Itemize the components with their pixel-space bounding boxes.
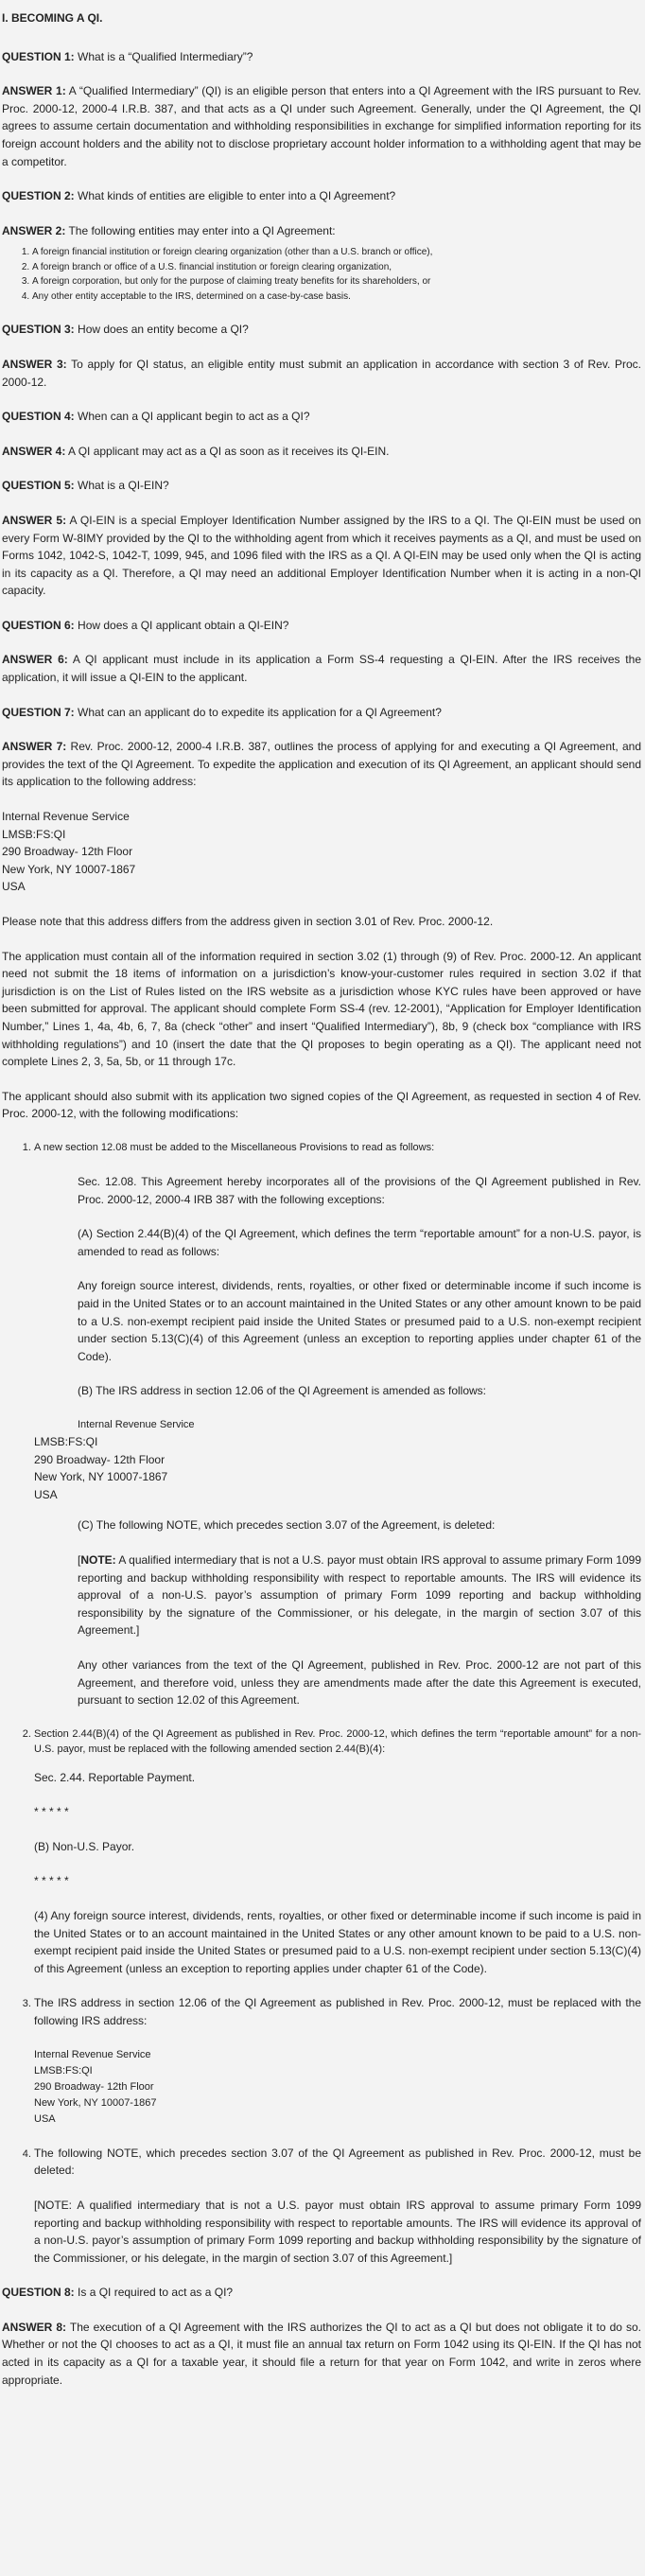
modification-2: [34, 1726, 641, 1978]
question-2: [2, 187, 641, 205]
list-item: 2. A foreign branch or office of a U.S. financial institution or foreign clearing organization,: [32, 260, 641, 275]
signed-copies-paragraph: The applicant should also submit with its application two signed copies of the QI Agreement, as requested in section 4 of Rev. Proc. 2000-12, with the following modifications:: [2, 1089, 641, 1121]
answer-1-text: A “Qualified Intermediary” (QI) is an eligible person that enters into a QI Agreement with the IRS pursuant to Rev. Proc. 2000-12, 2000-4 I.R.B. 387, and that acts as a QI under such Agreement. Generally, under the QI Agreement, the QI agrees to assume certain documentation and withholding responsibilities in exchange for simplified information reporting for its foreign account holders and the ability not to disclose proprietary account holder information to a withholding agent that may be a competitor.: [2, 84, 641, 168]
answer-8-text: The execution of a QI Agreement with the IRS authorizes the QI to act as a QI but does not obligate it to do so. Whether or not the QI chooses to act as a QI, it must file an annual tax return on Form 1042 using its QI-EIN. If the QI has not acted in its capacity as a QI for a taxable year, it should file a return for that year on Form 1042, and write in zeros where appropriate.: [2, 2320, 642, 2387]
address-line: 290 Broadway- 12th Floor: [2, 845, 133, 859]
answer-6: [2, 651, 641, 686]
modification-3: [34, 1994, 641, 2127]
answer-5: [2, 512, 641, 600]
variances-text: Any other variances from the text of the QI Agreement, published in Rev. Proc. 2000-12 are not part of this Agreement, and therefore void, unless they are amendments made after the date this Agreement is executed, pursuant to section 12.02 of this Agreement.: [78, 1657, 641, 1708]
section-2-44-text: (4) Any foreign source interest, dividends, rents, royalties, or other fixed or determinable income if such income is paid in the United States or to an account maintained in the United States or any other amount known to be paid to a U.S. non-exempt recipient paid inside the United States or presumed paid to a U.S. non-exempt recipient under section 5.13(C)(4) of this Agreement (unless an exception to reporting applies under chapter 61 of the Code).: [34, 1908, 641, 1975]
address-line: USA: [2, 880, 26, 894]
answer-3-label: ANSWER 3:: [2, 357, 67, 371]
exception-a-text: Any foreign source interest, dividends, rents, royalties, or other fixed or determinable income if such income is paid in the United States or to an account maintained in the United States or any other amount known to be paid to a U.S. non-exempt recipient paid inside the United States or presumed paid to a U.S. non-exempt recipient under section 5.13(C)(4) of this Agreement (unless an exception to reporting applies under chapter 61 of the Code).: [78, 1279, 641, 1363]
stars-divider: * * * * *: [34, 1874, 69, 1888]
question-1-text: What is a “Qualified Intermediary”?: [74, 49, 253, 63]
question-5-text: What is a QI-EIN?: [74, 479, 169, 493]
question-6: [2, 617, 641, 635]
address-line: New York, NY 10007-1867: [34, 1470, 168, 1484]
question-5: [2, 477, 641, 495]
answer-6-label: ANSWER 6:: [2, 653, 68, 667]
section-2-44: Sec. 2.44. Reportable Payment.: [34, 1770, 196, 1784]
answer-4-label: ANSWER 4:: [2, 444, 66, 458]
question-3-label: QUESTION 3:: [2, 323, 75, 337]
application-paragraph: The application must contain all of the information required in section 3.02 (1) through (9) of Rev. Proc. 2000-12. An applicant need not submit the 18 items of information on a jurisdiction’s know-your-customer rules required in section 3.02 if that jurisdiction is on the List of Rules listed on the IRS website as a jurisdiction whose KYC rules have been approved or have been submitted for approval. The applicant should complete Form SS-4 (rev. 12-2001), “Application for Employer Identification Number,” Lines 1, 4a, 4b, 6, 7, 8a (check “other” and insert “Qualified Intermediary”), 8b, 9 (check box “compliance with IRS withholding regulations”) and 10 (insert the date that the QI proposes to begin operating as a QI). The applicant need not complete Lines 2, 3, 5a, 5b, or 11 through 17c.: [2, 949, 641, 1069]
list-item: 1. A foreign financial institution or foreign clearing organization (other than a U.S. branch or office),: [32, 245, 641, 260]
modifications-list: [2, 1140, 641, 2267]
answer-2: [2, 222, 641, 240]
list-item: 3. A foreign corporation, but only for the purpose of claiming treaty benefits for its shareholders, or: [32, 274, 641, 289]
address-line: New York, NY 10007-1867: [34, 2096, 157, 2109]
exception-b: (B) The IRS address in section 12.06 of the QI Agreement is amended as follows:: [78, 1384, 487, 1398]
address-line: USA: [34, 1487, 58, 1501]
address-line: USA: [34, 2112, 56, 2125]
answer-1-label: ANSWER 1:: [2, 84, 66, 98]
address-line: Internal Revenue Service: [2, 810, 130, 824]
note-label: NOTE:: [80, 1552, 116, 1567]
modification-4-note: [NOTE: A qualified intermediary that is not a U.S. payor must obtain IRS approval to assume primary Form 1099 reporting and backup withholding responsibility with respect to reportable amounts. The IRS will evidence its approval of a non-U.S. payor’s assumption of primary Form 1099 reporting and backup withholding responsibility by the signature of the Commissioner, or his delegate, in the margin of section 3.07 of this Agreement.]: [34, 2198, 641, 2265]
address-line: LMSB:FS:QI: [2, 827, 66, 841]
note-text: A qualified intermediary that is not a U.S. payor must obtain IRS approval to assume primary Form 1099 reporting and backup withholding responsibility with respect to reportable amounts. The IRS will evidence its approval of a non-U.S. payor’s assumption of primary Form 1099 reporting and backup withholding responsibility by the signature of the Commissioner, or his delegate, in the margin of section 3.07 of this Agreement.]: [78, 1552, 641, 1638]
answer-4: [2, 443, 641, 461]
question-5-label: QUESTION 5:: [2, 479, 75, 493]
irs-address: [2, 808, 641, 896]
answer-3: [2, 356, 641, 391]
stars-divider: * * * * *: [34, 1805, 69, 1819]
exception-c: (C) The following NOTE, which precedes section 3.07 of the Agreement, is deleted:: [78, 1518, 496, 1533]
deleted-note: [78, 1551, 641, 1639]
eligible-entities-list: [2, 245, 641, 304]
modification-2-intro: 2. Section 2.44(B)(4) of the QI Agreement as published in Rev. Proc. 2000-12, which defines the term “reportable amount” for a non-U.S. payor, must be replaced with the following amended section 2.44(B)(4):: [34, 1727, 641, 1755]
question-7-text: What can an applicant do to expedite its application for a QI Agreement?: [74, 705, 442, 719]
section-12-08-text: Sec. 12.08. This Agreement hereby incorporates all of the provisions of the QI Agreement published in Rev. Proc. 2000-12, 2000-4 IRB 387 with the following exceptions:: [78, 1174, 641, 1206]
answer-5-text: A QI-EIN is a special Employer Identification Number assigned by the IRS to a QI. The QI-EIN must be used on every Form W-8IMY provided by the QI to the withholding agent from which it receives payments as a QI, and must be used on Forms 1042, 1042-S, 1042-T, 1099, 945, and 1096 filed with the IRS as a QI. A QI-EIN may be used only when the QI is acting in its capacity as a QI. Therefore, a QI may need an additional Employer Identification Number when it is acting in a non-QI capacity.: [2, 513, 641, 598]
modification-4-intro: 4. The following NOTE, which precedes section 3.07 of the QI Agreement as published in Rev. Proc. 2000-12, must be deleted:: [34, 2146, 641, 2178]
question-2-text: What kinds of entities are eligible to enter into a QI Agreement?: [74, 189, 396, 203]
question-3: [2, 321, 641, 339]
question-4-label: QUESTION 4:: [2, 410, 75, 424]
answer-3-text: To apply for QI status, an eligible entity must submit an application in accordance with section 3 of Rev. Proc. 2000-12.: [2, 357, 641, 389]
non-us-payor: (B) Non-U.S. Payor.: [34, 1839, 135, 1853]
answer-7-text: Rev. Proc. 2000-12, 2000-4 I.R.B. 387, outlines the process of applying for and executing a QI Agreement, and provides the text of the QI Agreement. To expedite the application and execution of its QI Agreement, an applicant should send its application to the following address:: [2, 740, 641, 789]
answer-5-label: ANSWER 5:: [2, 513, 67, 527]
answer-7-label: ANSWER 7:: [2, 740, 67, 754]
answer-2-text: The following entities may enter into a QI Agreement:: [65, 223, 336, 237]
answer-4-text: A QI applicant may act as a QI as soon as it receives its QI-EIN.: [65, 444, 390, 458]
question-1-label: QUESTION 1:: [2, 49, 75, 63]
address-line: Internal Revenue Service: [34, 2048, 151, 2060]
address-line: LMSB:FS:QI: [34, 1434, 98, 1448]
answer-2-label: ANSWER 2:: [2, 223, 66, 237]
modification-4: [34, 2145, 641, 2268]
address-line: LMSB:FS:QI: [34, 2064, 93, 2077]
answer-8-label: ANSWER 8:: [2, 2320, 67, 2334]
question-1: [2, 48, 641, 66]
address-line: 290 Broadway- 12th Floor: [34, 1452, 166, 1466]
question-6-label: QUESTION 6:: [2, 618, 75, 632]
modification-3-intro: 3. The IRS address in section 12.06 of the QI Agreement as published in Rev. Proc. 2000-12, must be replaced with the following IRS address:: [34, 1996, 641, 2027]
exception-a: (A) Section 2.44(B)(4) of the QI Agreement, which defines the term “reportable amount” for a non-U.S. payor, is amended to read as follows:: [78, 1227, 641, 1258]
question-3-text: How does an entity become a QI?: [74, 323, 249, 337]
modification-3-address: [34, 2047, 641, 2128]
address-note: Please note that this address differs from the address given in section 3.01 of Rev. Proc. 2000-12.: [2, 915, 494, 928]
section-12-08: [78, 1173, 641, 1433]
question-4: [2, 408, 641, 426]
question-6-text: How does a QI applicant obtain a QI-EIN?: [74, 618, 289, 632]
question-8-text: Is a QI required to act as a QI?: [74, 2286, 234, 2300]
question-2-label: QUESTION 2:: [2, 189, 75, 203]
modification-1: [34, 1140, 641, 1709]
answer-7: [2, 738, 641, 791]
question-4-text: When can a QI applicant begin to act as a QI?: [74, 410, 310, 424]
address-line: New York, NY 10007-1867: [2, 862, 136, 876]
question-7-label: QUESTION 7:: [2, 705, 75, 719]
answer-6-text: A QI applicant must include in its application a Form SS-4 requesting a QI-EIN. After the IRS receives the application, it will issue a QI-EIN to the applicant.: [2, 653, 641, 685]
answer-1: [2, 82, 641, 170]
exception-b-address-first: Internal Revenue Service: [78, 1418, 195, 1430]
exception-c-block: [78, 1516, 641, 1709]
list-item: 4. Any other entity acceptable to the IRS, determined on a case-by-case basis.: [32, 289, 641, 305]
address-line: 290 Broadway- 12th Floor: [34, 2080, 154, 2093]
section-heading: I. BECOMING A QI.: [2, 11, 103, 25]
question-8-label: QUESTION 8:: [2, 2286, 75, 2300]
modification-1-intro: 1. A new section 12.08 must be added to the Miscellaneous Provisions to read as follows:: [34, 1141, 435, 1153]
answer-8: [2, 2319, 641, 2389]
question-8: [2, 2284, 641, 2302]
question-7: [2, 704, 641, 722]
exception-b-address: [34, 1433, 641, 1503]
note-open-bracket: [: [78, 1552, 81, 1567]
